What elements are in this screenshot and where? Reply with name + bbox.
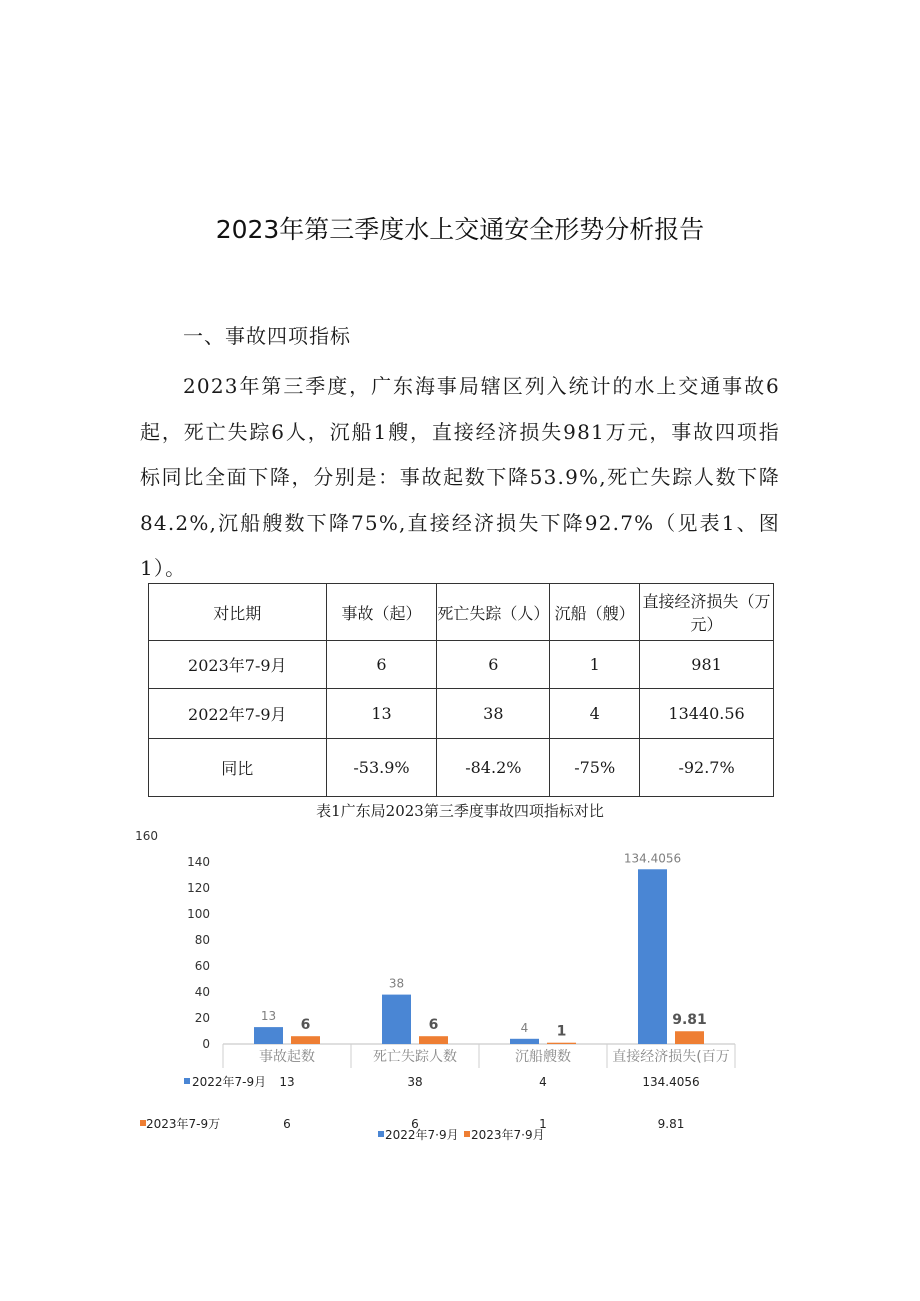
bar [291, 1036, 320, 1044]
document-title: 2023年第三季度水上交通安全形势分析报告 [215, 215, 705, 244]
data-label: 9.81 [672, 1012, 707, 1029]
category-label: 死亡失踪人数 [373, 1049, 457, 1065]
row-label: 2023年7-9万 [146, 1117, 221, 1131]
y-tick-label: 20 [194, 1011, 210, 1025]
cell-loss: 981 [640, 641, 774, 689]
cell-accidents: -53.9% [326, 739, 437, 797]
row-period: 2022年7-9月 [149, 689, 327, 739]
data-label: 134.4056 [623, 851, 682, 866]
legend-key [184, 1078, 190, 1084]
legend-key [464, 1131, 470, 1137]
row-period: 2023年7-9月 [149, 641, 327, 689]
y-tick-label: 160 [135, 830, 158, 843]
legend-label: 2022年7·9月 [385, 1128, 459, 1142]
table-row [149, 641, 774, 689]
cell-loss: -92.7% [640, 739, 774, 797]
y-tick-label: 100 [187, 907, 210, 921]
table-value: 38 [407, 1075, 423, 1089]
bar [510, 1039, 539, 1044]
header-sunk: 沉船（艘） [550, 584, 640, 641]
cell-sunk: 4 [550, 689, 640, 739]
table-value: 9.81 [657, 1117, 685, 1131]
category-label: 沉船艘数 [515, 1049, 571, 1065]
row-label: 2022年7-9月 [192, 1075, 267, 1089]
header-deaths: 死亡失踪（人） [437, 584, 550, 641]
table-header-row [149, 584, 774, 641]
comparison-table [148, 583, 774, 797]
y-tick-label: 0 [202, 1037, 210, 1051]
row-period: 同比 [149, 739, 327, 797]
header-accidents: 事故（起） [326, 584, 437, 641]
table-row [149, 739, 774, 797]
table-value: 13 [279, 1075, 295, 1089]
y-tick-label: 120 [187, 881, 210, 895]
bar-chart [120, 830, 760, 1150]
cell-sunk: -75% [550, 739, 640, 797]
y-tick-label: 80 [194, 933, 210, 947]
table-value: 1 [539, 1117, 547, 1131]
header-loss: 直接经济损失（万元） [640, 584, 774, 641]
category-label: 事故起数 [259, 1049, 315, 1065]
bar [254, 1027, 283, 1044]
bar [547, 1043, 576, 1044]
cell-deaths: -84.2% [437, 739, 550, 797]
data-label: 4 [520, 1020, 529, 1035]
table-row [149, 689, 774, 739]
legend-key [378, 1131, 384, 1137]
cell-sunk: 1 [550, 641, 640, 689]
table-value: 134.4056 [642, 1075, 700, 1089]
cell-deaths: 38 [437, 689, 550, 739]
y-tick-label: 60 [194, 959, 210, 973]
y-tick-label: 140 [187, 855, 210, 869]
section-heading: 一、事故四项指标 [183, 324, 351, 348]
bar [675, 1031, 704, 1044]
table-caption: 表1广东局2023第三季度事故四项指标对比 [316, 802, 604, 820]
cell-accidents: 6 [326, 641, 437, 689]
data-label: 38 [388, 976, 405, 991]
legend-label: 2023年7·9月 [471, 1128, 545, 1142]
cell-deaths: 6 [437, 641, 550, 689]
bar [419, 1036, 448, 1044]
data-label: 6 [300, 1017, 311, 1034]
bar [382, 995, 411, 1044]
header-period: 对比期 [149, 584, 327, 641]
cell-loss: 13440.56 [640, 689, 774, 739]
category-label: 直接经济损失(百万 [612, 1049, 730, 1065]
table-value: 6 [411, 1117, 419, 1131]
bar [638, 869, 667, 1044]
data-label: 13 [260, 1009, 277, 1024]
cell-accidents: 13 [326, 689, 437, 739]
data-label: 1 [556, 1023, 567, 1040]
table-value: 4 [539, 1075, 547, 1089]
data-label: 6 [428, 1017, 439, 1034]
y-tick-label: 40 [194, 985, 210, 999]
table-value: 6 [283, 1117, 291, 1131]
body-paragraph: 2023年第三季度，广东海事局辖区列入统计的水上交通事故6起，死亡失踪6人，沉船1艘，直接经济损失981万元，事故四项指标同比全面下降，分别是：事故起数下降53.9%,死亡失踪人数下降84.2%,沉船艘数下降75%,直接经济损失下降92.7%（见表1、图1）。 [140, 374, 780, 580]
